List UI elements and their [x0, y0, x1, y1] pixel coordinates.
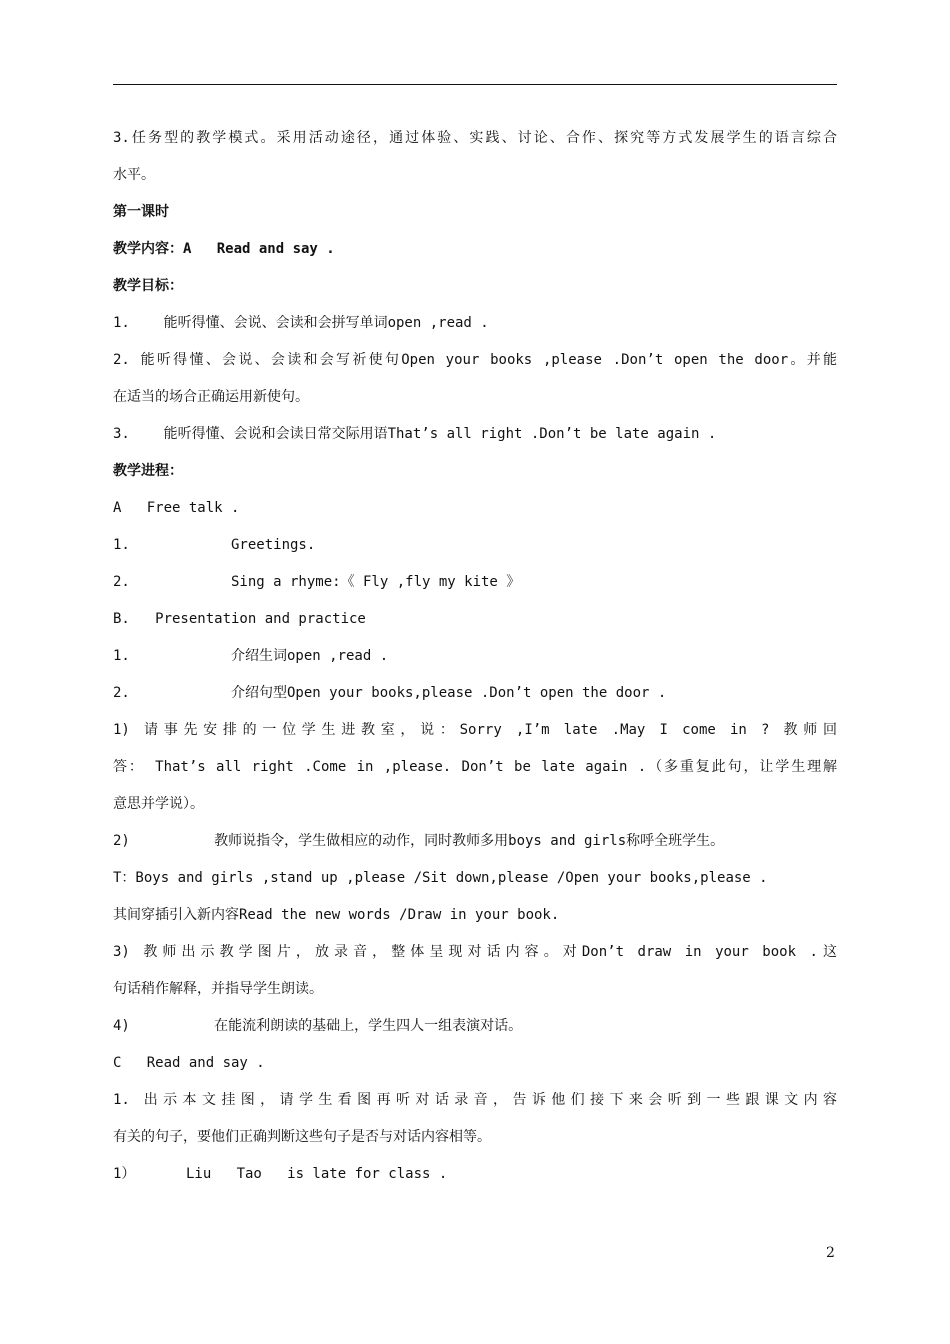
- text-line: 3) 教师出示教学图片，放录音，整体呈现对话内容。对Don’t draw in your book .这: [113, 944, 837, 960]
- text-line: 水平。: [113, 167, 155, 183]
- text-line: 4) 在能流利朗读的基础上，学生四人一组表演对话。: [113, 1018, 523, 1034]
- text-line: 2) 教师说指令，学生做相应的动作，同时教师多用boys and girls称呼全班学生。: [113, 833, 725, 849]
- text-line: 1） Liu Tao is late for class .: [113, 1166, 448, 1182]
- text-line: 1. Greetings.: [113, 537, 316, 553]
- text-line: 教学目标：: [113, 278, 183, 294]
- text-line: 2. 介绍句型Open your books,please .Don’t open the door .: [113, 685, 667, 701]
- text-line: 2. Sing a rhyme:《 Fly ,fly my kite 》: [113, 574, 521, 590]
- header-rule: [113, 84, 837, 85]
- text-line: 第一课时: [113, 204, 169, 220]
- text-line: B. Presentation and practice: [113, 611, 366, 627]
- text-line: C Read and say .: [113, 1055, 265, 1071]
- text-line: 教学进程：: [113, 463, 183, 479]
- text-line: 句话稍作解释，并指导学生朗读。: [113, 981, 323, 997]
- text-line: 2. 能听得懂、会说、会读和会写祈使句Open your books ,please .Don’t open the door。并能: [113, 352, 837, 368]
- text-line: 3.任务型的教学模式。采用活动途径，通过体验、实践、讨论、合作、探究等方式发展学生的语言综合: [113, 130, 837, 146]
- text-line: 答： That’s all right .Come in ,please. Don’t be late again .（多重复此句，让学生理解: [113, 759, 837, 775]
- text-line: 意思并学说）。: [113, 796, 204, 812]
- text-line: 有关的句子，要他们正确判断这些句子是否与对话内容相等。: [113, 1129, 491, 1145]
- page-number: 2: [826, 1245, 835, 1261]
- text-line: 其间穿插引入新内容Read the new words /Draw in your book.: [113, 907, 560, 923]
- text-line: 1) 请事先安排的一位学生进教室，说：Sorry ,I’m late .May I come in ? 教师回: [113, 722, 837, 738]
- text-line: T：Boys and girls ,stand up ,please /Sit down,please /Open your books,please .: [113, 870, 768, 886]
- text-line: A Free talk .: [113, 500, 240, 516]
- text-line: 3. 能听得懂、会说和会读日常交际用语That’s all right .Don’t be late again .: [113, 426, 717, 442]
- text-line: 1. 介绍生词open ,read .: [113, 648, 389, 664]
- text-line: 在适当的场合正确运用新使句。: [113, 389, 309, 405]
- text-line: 1. 能听得懂、会说、会读和会拼写单词open ,read .: [113, 315, 489, 331]
- text-line: 1. 出示本文挂图，请学生看图再听对话录音，告诉他们接下来会听到一些跟课文内容: [113, 1092, 837, 1108]
- document-body: [113, 120, 837, 1193]
- text-line: 教学内容：A Read and say .: [113, 241, 335, 257]
